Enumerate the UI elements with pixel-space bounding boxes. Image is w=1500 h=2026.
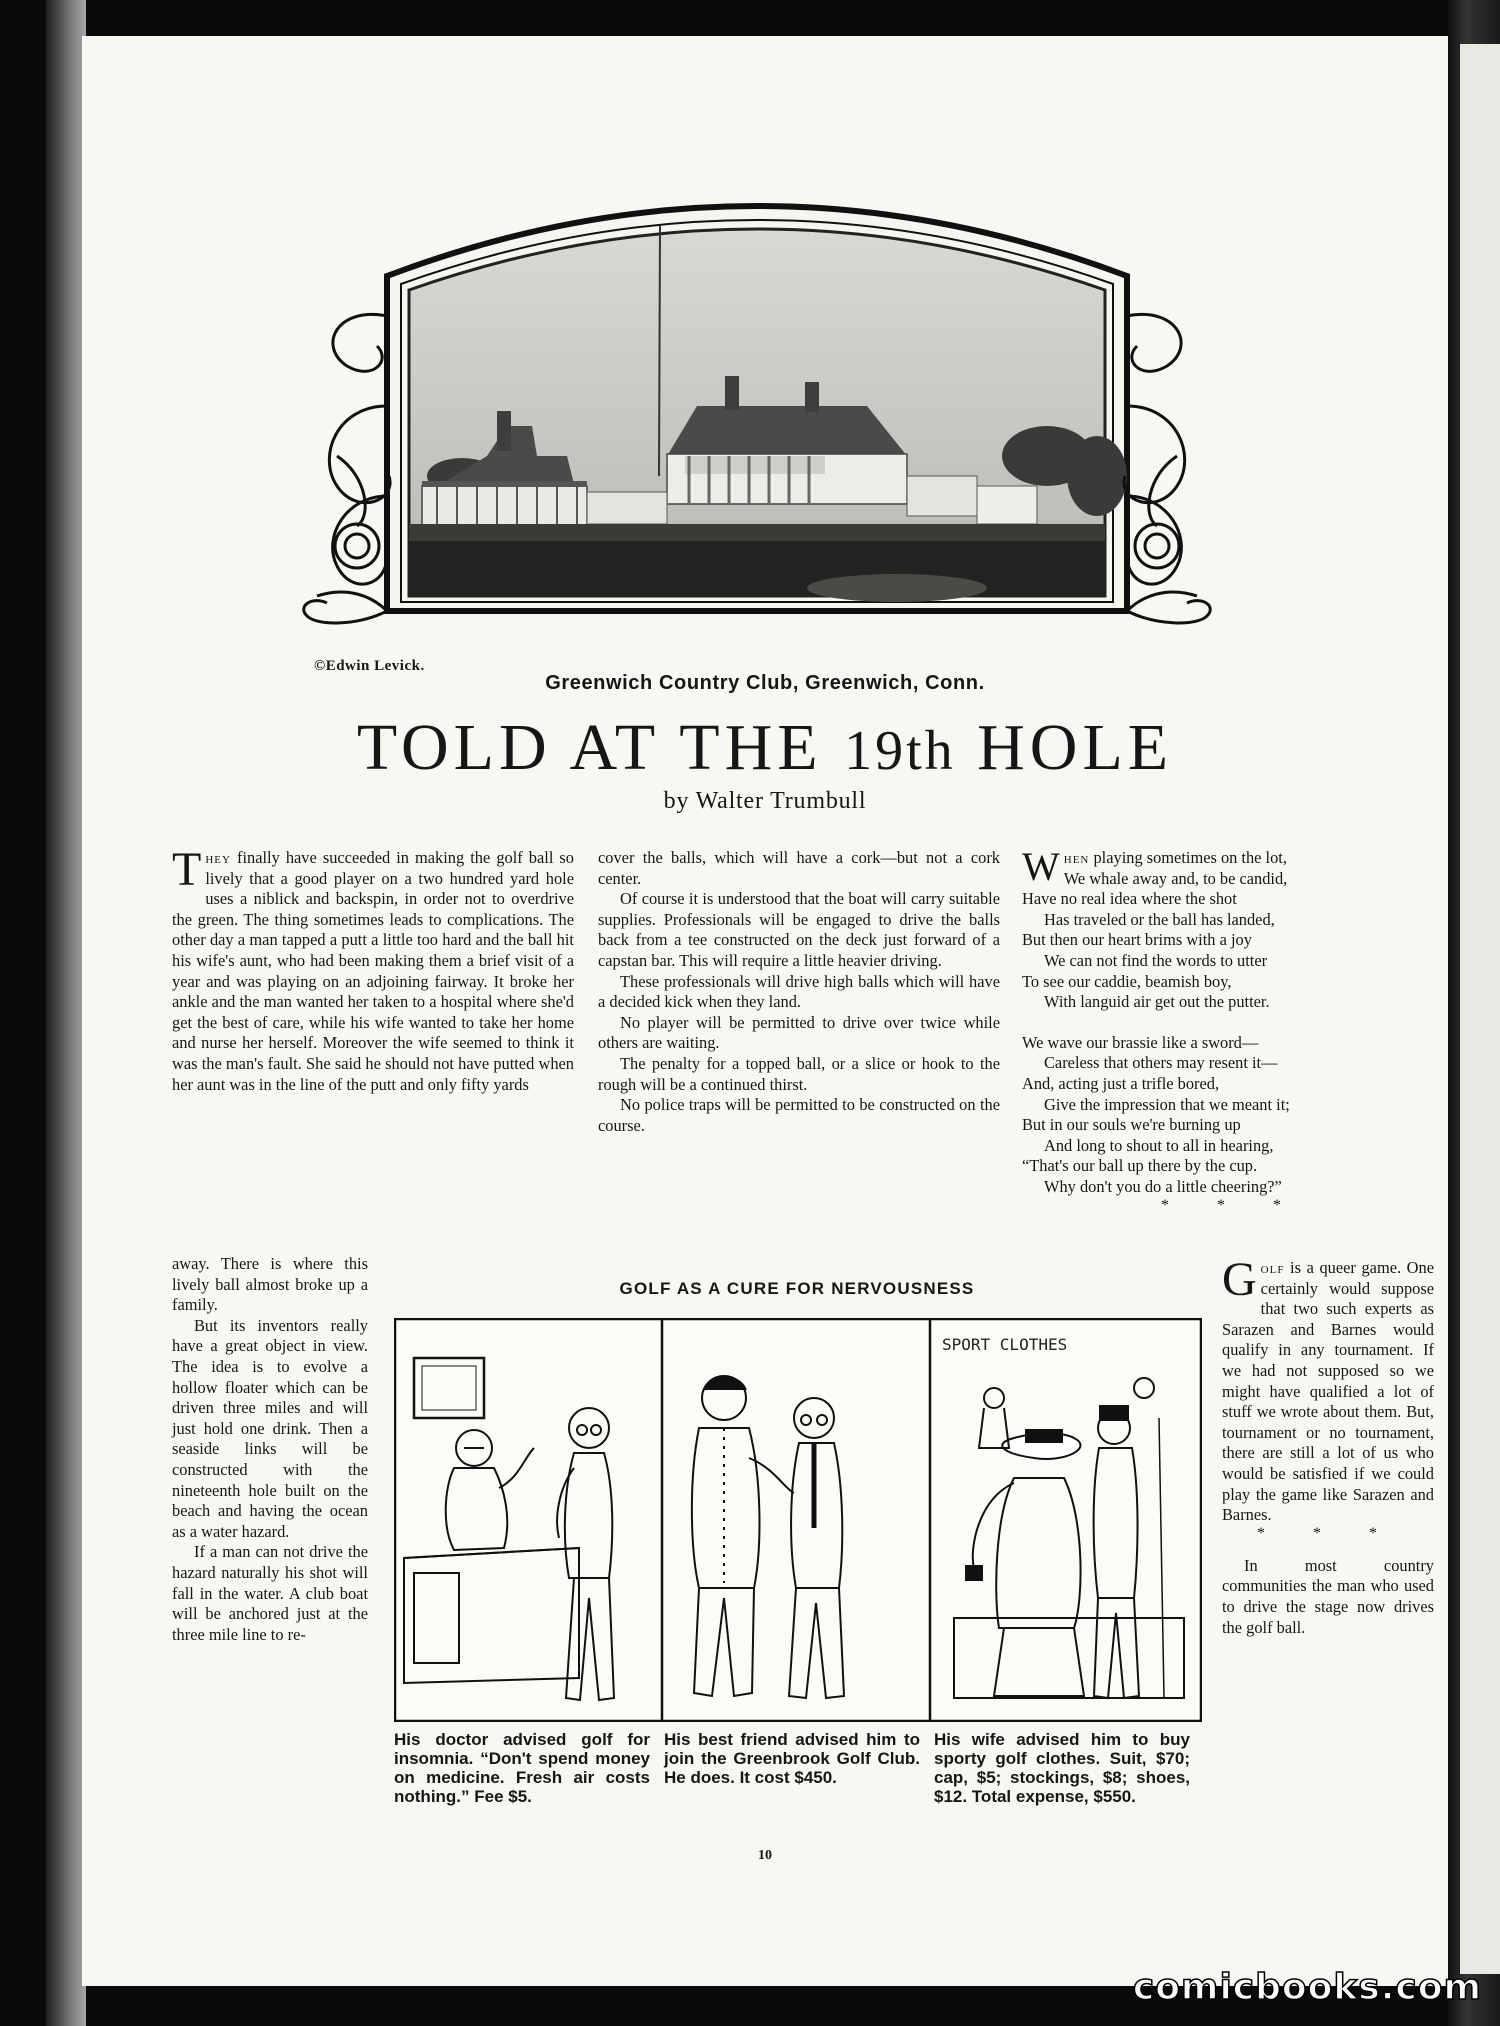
poem-line: And, acting just a trifle bored,: [1022, 1073, 1220, 1093]
column-1: [172, 843, 574, 1095]
byline: by Walter Trumbull: [663, 788, 867, 814]
right-scroll-ornament: [1124, 314, 1210, 623]
watermark: comicbooks.com: [1132, 1967, 1482, 2008]
col2-paragraph-3: These professionals will drive high balls which will have a decided kick when they land.: [598, 971, 1000, 1012]
poem-line: We can not find the words to utter: [1044, 950, 1268, 970]
next-page-edge: [1458, 44, 1500, 1974]
col4-paragraph-2: In most country communities the man who used to drive the stage now drives the golf ball.: [1222, 1555, 1434, 1637]
col1-paragraph-1: [172, 843, 574, 1095]
col1-text: finally have succeeded in making the golf ball so lively that a good player on a two hundred yard hole uses a niblick and backspin, in order not to overdrive the green. The thing sometimes leads to complications. The other day a man tapped a putt a little too hard and the ball hit his wife's aunt, who had been making them a brief visit of a year and was playing on an adjoining fairway. It broke her ankle and the man wanted her taken to a hospital where she'd get the best of care, while his wife wanted to take her home and nurse her herself. Moreover the wife seemed to think it was the man's fault. She said he should not have putted when her aunt was in the line of the putt and only fifty yards: [172, 848, 574, 1094]
column-1-continued: [172, 1254, 368, 1645]
caption-panel-2: His best friend advised him to join the Greenbrook Golf Club. He does. It cost $450.: [664, 1730, 920, 1787]
col2-paragraph-6: No police traps will be permitted to be constructed on the course.: [598, 1095, 1000, 1135]
poem-line: Give the impression that we meant it;: [1044, 1094, 1290, 1114]
poem-line: We whale away and, to be candid,: [1063, 868, 1288, 888]
col1-tail: away. There is where this lively ball almost broke up a family.: [172, 1254, 368, 1315]
col1-paragraph-3: If a man can not drive the hazard naturally his shot will fall in the water. A club boat will be anchored just at the three mile line to re-: [172, 1542, 368, 1644]
poem-line: But in our souls we're burning up: [1022, 1115, 1241, 1135]
cartoon-title: GOLF AS A CURE FOR NERVOUSNESS: [619, 1279, 975, 1298]
caption-panel-3: His wife advised him to buy sporty golf clothes. Suit, $70; cap, $5; stockings, $8; shoes, $12. Total expense, $550.: [934, 1730, 1190, 1806]
title-part-c: HOLE: [955, 711, 1174, 784]
col1-paragraph-2: But its inventors really have a great object in view. The idea is to evolve a hollow floater which can be driven three miles and will just hold one drink. Then a seaside links will be constructed with the nineteenth hole built on the beach and having the ocean as a water hazard.: [172, 1315, 368, 1541]
column-2: [598, 848, 1000, 1136]
section-stars: * * *: [1161, 1196, 1303, 1214]
poem-line: To see our caddie, beamish boy,: [1022, 971, 1232, 991]
poem-line: When playing sometimes on the lot,: [1022, 844, 1287, 889]
poem-line: Careless that others may resent it—: [1044, 1053, 1278, 1073]
photo-credit: ©Edwin Levick.: [314, 658, 425, 674]
left-scroll-ornament: [304, 314, 390, 623]
article-title: [82, 710, 1448, 786]
page-number: 10: [758, 1848, 772, 1863]
col2-paragraph-5: The penalty for a topped ball, or a slice or hook to the rough will be a continued thirst.: [598, 1053, 1000, 1094]
poem-line: Has traveled or the ball has landed,: [1044, 909, 1275, 929]
title-part-a: TOLD AT THE: [356, 711, 845, 784]
poem-lead-word: hen: [1063, 848, 1090, 867]
col2-paragraph-2: Of course it is understood that the boat will carry suitable supplies. Professionals will be engaged to drive the balls back from a tee constructed on the deck just forward of a capstan bar. This will require a little heavier driving.: [598, 889, 1000, 970]
poem-line: We wave our brassie like a sword—: [1022, 1032, 1259, 1052]
cartoon-strip: [394, 1318, 1202, 1722]
column-4: [1222, 1253, 1434, 1638]
sport-clothes-sign: SPORT CLOTHES: [942, 1335, 1068, 1354]
section-stars: * * *: [1257, 1524, 1399, 1542]
poem-line: With languid air get out the putter.: [1044, 992, 1270, 1012]
photo-caption: Greenwich Country Club, Greenwich, Conn.: [545, 672, 985, 694]
photo-frame: [277, 156, 1237, 656]
col4-paragraph-1: Golf is a queer game. One certainly would suppose that two such experts as Sarazen and Barnes would qualify in any tournament. If we had not supposed so we might have qualified a lot of stuff we wrote about them. But, tournament or no tournament, there are still a lot of us who would be satisfied if we could play the game like Sarazen and Barnes.: [1222, 1253, 1434, 1525]
poem-line: Have no real idea where the shot: [1022, 889, 1237, 909]
binding-shadow: [46, 0, 86, 2026]
col4-lead-word: olf: [1260, 1258, 1285, 1277]
lead-word: hey: [205, 848, 231, 867]
poem-line: “That's our ball up there by the cup.: [1022, 1156, 1258, 1176]
dropcap-t: T: [172, 843, 202, 896]
dropcap-w: W: [1022, 844, 1060, 889]
poem-line: But then our heart brims with a joy: [1022, 930, 1252, 950]
title-part-b: 19th: [844, 720, 956, 782]
col2-paragraph-1: cover the balls, which will have a cork—but not a cork center.: [598, 848, 1000, 888]
caption-panel-1: His doctor advised golf for insomnia. “Don't spend money on medicine. Fresh air costs nothing.” Fee $5.: [394, 1730, 650, 1806]
poem-column: [1022, 844, 1442, 1214]
dropcap-g: G: [1222, 1253, 1257, 1306]
poem-line: Why don't you do a little cheering?”: [1044, 1176, 1282, 1196]
col2-paragraph-4: No player will be permitted to drive over twice while others are waiting.: [598, 1012, 1000, 1053]
poem-line: And long to shout to all in hearing,: [1044, 1135, 1274, 1155]
magazine-page: [82, 36, 1448, 1986]
